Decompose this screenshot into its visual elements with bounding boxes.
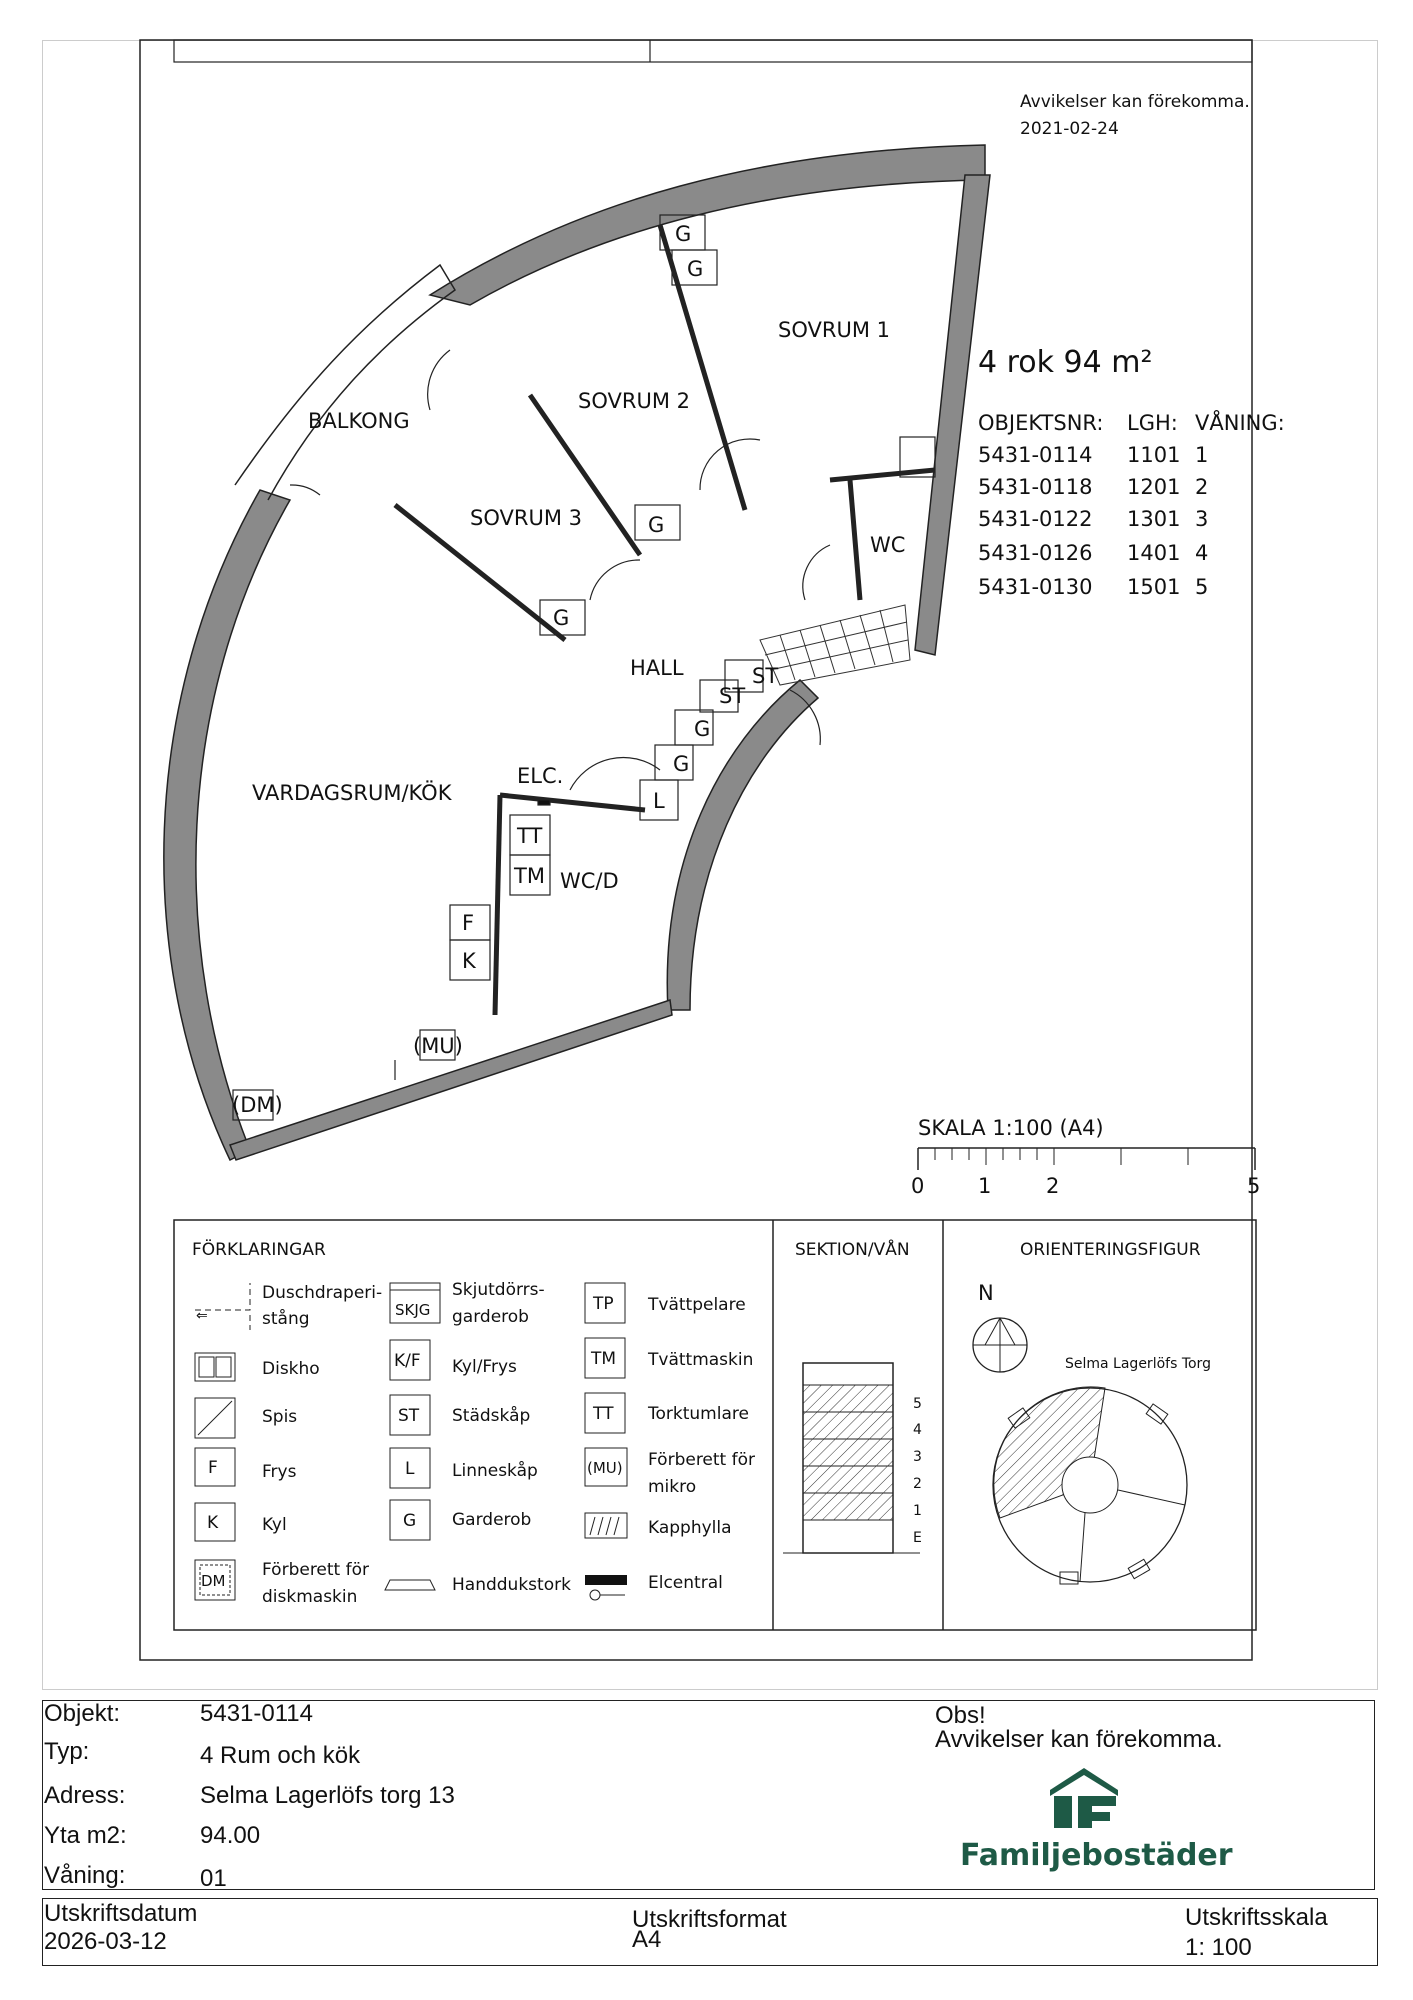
table-cell: 1201 [1127, 475, 1181, 499]
info-label-yta: Yta m2: [44, 1822, 127, 1849]
top-box [174, 40, 1252, 62]
table-header-vaning: VÅNING: [1195, 411, 1285, 435]
deviation-note: Avvikelser kan förekomma. [1020, 92, 1250, 112]
place-label: Selma Lagerlöfs Torg [1065, 1356, 1211, 1372]
fixture-st-1: ST [752, 664, 779, 688]
fixture-mu: (MU) [413, 1034, 463, 1058]
orientation-title: ORIENTERINGSFIGUR [1020, 1240, 1201, 1260]
fixture-g-2: G [687, 257, 704, 281]
legend-symbol: F [208, 1458, 218, 1478]
legend-symbol: ST [398, 1406, 420, 1426]
section-floor: 4 [913, 1422, 922, 1438]
info-value-typ: 4 Rum och kök [200, 1742, 361, 1769]
legend-label: Spis [262, 1407, 298, 1427]
info-value-vaning: 01 [200, 1865, 227, 1892]
scale-label: SKALA 1:100 (A4) [918, 1116, 1104, 1140]
table-cell: 5431-0122 [978, 507, 1093, 531]
section-floor: 3 [913, 1449, 922, 1465]
info-label-objekt: Objekt: [44, 1700, 121, 1727]
table-cell: 5431-0130 [978, 575, 1093, 599]
object-table [978, 409, 1285, 599]
info-value-objekt: 5431-0114 [200, 1700, 313, 1727]
table-cell: 5431-0126 [978, 541, 1093, 565]
info-label-adress: Adress: [44, 1782, 126, 1809]
print-date-label: Utskriftsdatum [44, 1900, 198, 1927]
table-cell: 5 [1195, 575, 1209, 599]
fixture-tt: TT [517, 824, 543, 848]
room-wc: WC [870, 533, 906, 557]
legend-label: Skjutdörrs- [452, 1280, 545, 1300]
legend-label: Handdukstork [452, 1575, 571, 1595]
info-value-adress: Selma Lagerlöfs torg 13 [200, 1782, 455, 1809]
print-scale-label: Utskriftsskala [1185, 1904, 1328, 1931]
section-floor: 2 [913, 1476, 922, 1492]
legend-label: Kyl [262, 1515, 287, 1535]
fixture-k: K [462, 949, 476, 973]
scale-tick: 0 [911, 1174, 925, 1198]
legend-label: garderob [452, 1307, 529, 1327]
info-label-vaning: Våning: [44, 1862, 126, 1889]
legend-label: diskmaskin [262, 1587, 358, 1607]
table-header-lgh: LGH: [1127, 411, 1178, 435]
interior-walls [395, 225, 935, 1015]
print-scale-value: 1: 100 [1185, 1934, 1252, 1961]
legend-symbol: (MU) [587, 1459, 623, 1477]
section-title: SEKTION/VÅN [795, 1240, 910, 1260]
brand-logo-icon [1050, 1768, 1120, 1830]
orientation-figure [973, 1240, 1211, 1584]
legend-col-3 [585, 1283, 755, 1600]
obs-title: Obs! [935, 1702, 986, 1729]
legend-symbol: DM [201, 1572, 226, 1590]
print-format-value: A4 [632, 1926, 662, 1953]
legend-label: Förberett för [648, 1450, 755, 1470]
legend-label: Torktumlare [648, 1404, 749, 1424]
info-label-typ: Typ: [44, 1738, 90, 1765]
room-elc: ELC. [517, 764, 564, 788]
legend-label: Kapphylla [648, 1518, 732, 1538]
svg-text:⇐: ⇐ [196, 1308, 208, 1324]
fixture-g-6: G [673, 752, 690, 776]
fixture-dm: (DM) [232, 1093, 283, 1117]
legend-label: stång [262, 1309, 310, 1329]
legend-symbol: TP [593, 1294, 614, 1314]
obs-text: Avvikelser kan förekomma. [935, 1726, 1223, 1753]
table-cell: 1101 [1127, 443, 1181, 467]
legend-label: Tvättmaskin [648, 1350, 754, 1370]
legend-label: Kyl/Frys [452, 1357, 517, 1377]
legend-label: Städskåp [452, 1406, 531, 1426]
scale-tick: 1 [978, 1174, 992, 1198]
print-format-label: Utskriftsformat [632, 1906, 787, 1933]
fixture-letters [232, 222, 778, 1117]
table-cell: 5431-0118 [978, 475, 1093, 499]
table-cell: 2 [1195, 475, 1209, 499]
legend-label: Förberett för [262, 1560, 369, 1580]
legend-label: mikro [648, 1477, 697, 1497]
room-sovrum-2: SOVRUM 2 [578, 389, 690, 413]
table-cell: 5431-0114 [978, 443, 1093, 467]
room-vardagsrum-kok: VARDAGSRUM/KÖK [252, 781, 452, 805]
fixture-boxes [233, 215, 935, 1120]
section-floor: E [913, 1530, 922, 1546]
legend-label: Diskho [262, 1359, 320, 1379]
scale-tick: 2 [1046, 1174, 1060, 1198]
legend-symbol: L [405, 1459, 415, 1479]
legend-label: Frys [262, 1462, 297, 1482]
drawing-date: 2021-02-24 [1020, 119, 1119, 139]
table-cell: 1301 [1127, 507, 1181, 531]
legend-label: Linneskåp [452, 1461, 538, 1481]
section-diagram [783, 1238, 922, 1553]
fixture-l: L [653, 789, 665, 813]
legend-label: Elcentral [648, 1573, 723, 1593]
section-floor: 1 [913, 1503, 922, 1519]
print-date-value: 2026-03-12 [44, 1928, 167, 1955]
table-header-objektsnr: OBJEKTSNR: [978, 411, 1104, 435]
table-cell: 4 [1195, 541, 1209, 565]
fixture-tm: TM [514, 864, 545, 888]
legend-symbol: SKJG [395, 1301, 431, 1319]
legend-symbol: TT [593, 1404, 614, 1424]
room-balkong: BALKONG [308, 409, 410, 433]
fixture-g-1: G [675, 222, 692, 246]
room-hall: HALL [630, 656, 684, 680]
room-sovrum-1: SOVRUM 1 [778, 318, 890, 342]
fixture-f: F [462, 911, 475, 935]
table-cell: 3 [1195, 507, 1209, 531]
legend-symbol: TM [591, 1349, 617, 1369]
balcony-outline [235, 265, 455, 500]
fixture-st-2: ST [719, 684, 746, 708]
apartment-summary: 4 rok 94 m² [978, 345, 1153, 380]
legend-symbol: K [207, 1513, 219, 1533]
legend-label: Duschdraperi- [262, 1283, 383, 1303]
legend-symbol: K/F [394, 1351, 421, 1371]
section-floor: 5 [913, 1396, 922, 1412]
fixture-g-5: G [694, 717, 711, 741]
fixture-g-4: G [553, 606, 570, 630]
legend-col-1 [195, 1283, 382, 1607]
north-label: N [978, 1281, 994, 1305]
info-value-yta: 94.00 [200, 1822, 261, 1849]
table-cell: 1401 [1127, 541, 1181, 565]
fixture-g-3: G [648, 513, 665, 537]
tiled-floor [760, 605, 910, 685]
table-cell: 1501 [1127, 575, 1181, 599]
room-wc-d: WC/D [560, 869, 619, 893]
scale-bar [911, 1116, 1260, 1198]
scale-tick: 5 [1247, 1174, 1261, 1198]
legend-title: FÖRKLARINGAR [192, 1240, 326, 1260]
brand-name: Familjebostäder [960, 1838, 1233, 1873]
legend-symbol: G [403, 1511, 417, 1531]
legend-label: Tvättpelare [648, 1295, 746, 1315]
legend-label: Garderob [452, 1510, 532, 1530]
building-shell [164, 145, 990, 1160]
room-sovrum-3: SOVRUM 3 [470, 506, 582, 530]
table-cell: 1 [1195, 443, 1209, 467]
legend-col-2 [385, 1280, 571, 1595]
